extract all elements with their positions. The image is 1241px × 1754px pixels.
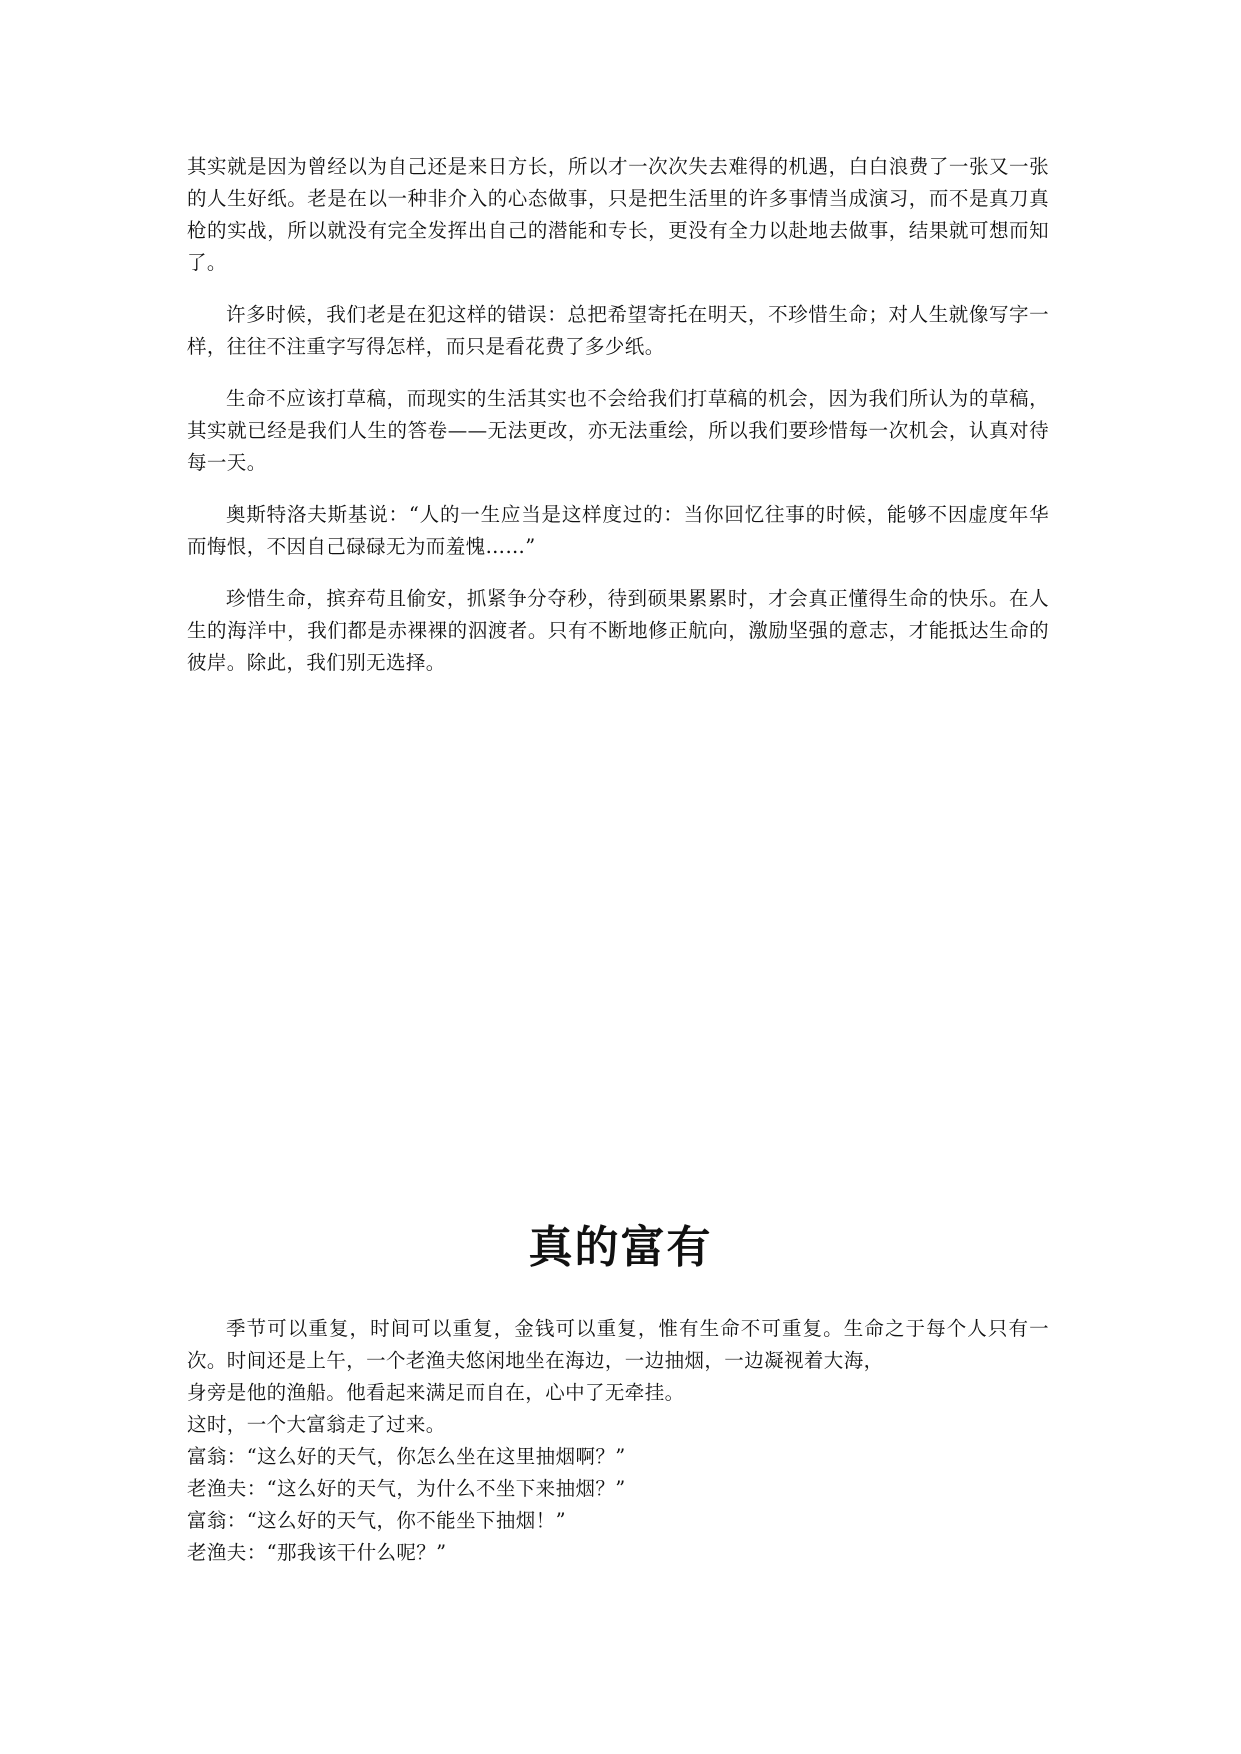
essay2-body [187,1313,1049,1569]
essay1-paragraph-2: 许多时候，我们老是在犯这样的错误：总把希望寄托在明天，不珍惜生命；对人生就像写字一样，往往不注重字写得怎样，而只是看花费了多少纸。 [187,303,1049,358]
story-line-2: 这时，一个大富翁走了过来。 [187,1413,446,1436]
essay2-opening-paragraph: 季节可以重复，时间可以重复，金钱可以重复，惟有生命不可重复。生命之于每个人只有一次。时间还是上午，一个老渔夫悠闲地坐在海边，一边抽烟，一边凝视着大海， [187,1317,1049,1372]
essay1-paragraph-5: 珍惜生命，摈弃苟且偷安，抓紧争分夺秒，待到硕果累累时，才会真正懂得生命的快乐。在人生的海洋中，我们都是赤裸裸的泅渡者。只有不断地修正航向，激励坚强的意志，才能抵达生命的彼岸。除此，我们别无选择。 [187,587,1049,674]
essay2-title: 真的富有 [528,1222,713,1273]
essay1-paragraph-4: 奥斯特洛夫斯基说：“人的一生应当是这样度过的：当你回忆往事的时候，能够不因虚度年华而悔恨，不因自己碌碌无为而羞愧……” [187,503,1049,558]
essay1-paragraph-3: 生命不应该打草稿，而现实的生活其实也不会给我们打草稿的机会，因为我们所认为的草稿，其实就已经是我们人生的答卷——无法更改，亦无法重绘，所以我们要珍惜每一次机会，认真对待每一天。 [187,387,1049,474]
essay1-body [187,151,1049,679]
dialogue-line-4: 老渔夫：“那我该干什么呢？” [187,1541,447,1564]
dialogue-line-3: 富翁：“这么好的天气，你不能坐下抽烟！” [187,1509,566,1532]
dialogue-line-1: 富翁：“这么好的天气，你怎么坐在这里抽烟啊？” [187,1445,626,1468]
dialogue-line-2: 老渔夫：“这么好的天气，为什么不坐下来抽烟？” [187,1477,626,1500]
essay1-paragraph-1: 其实就是因为曾经以为自己还是来日方长，所以才一次次失去难得的机遇，白白浪费了一张又一张的人生好纸。老是在以一种非介入的心态做事，只是把生活里的许多事情当成演习，而不是真刀真枪的实战，所以就没有完全发挥出自己的潜能和专长，更没有全力以赴地去做事，结果就可想而知了。 [187,155,1049,274]
story-line-1: 身旁是他的渔船。他看起来满足而自在，心中了无牵挂。 [187,1381,685,1404]
